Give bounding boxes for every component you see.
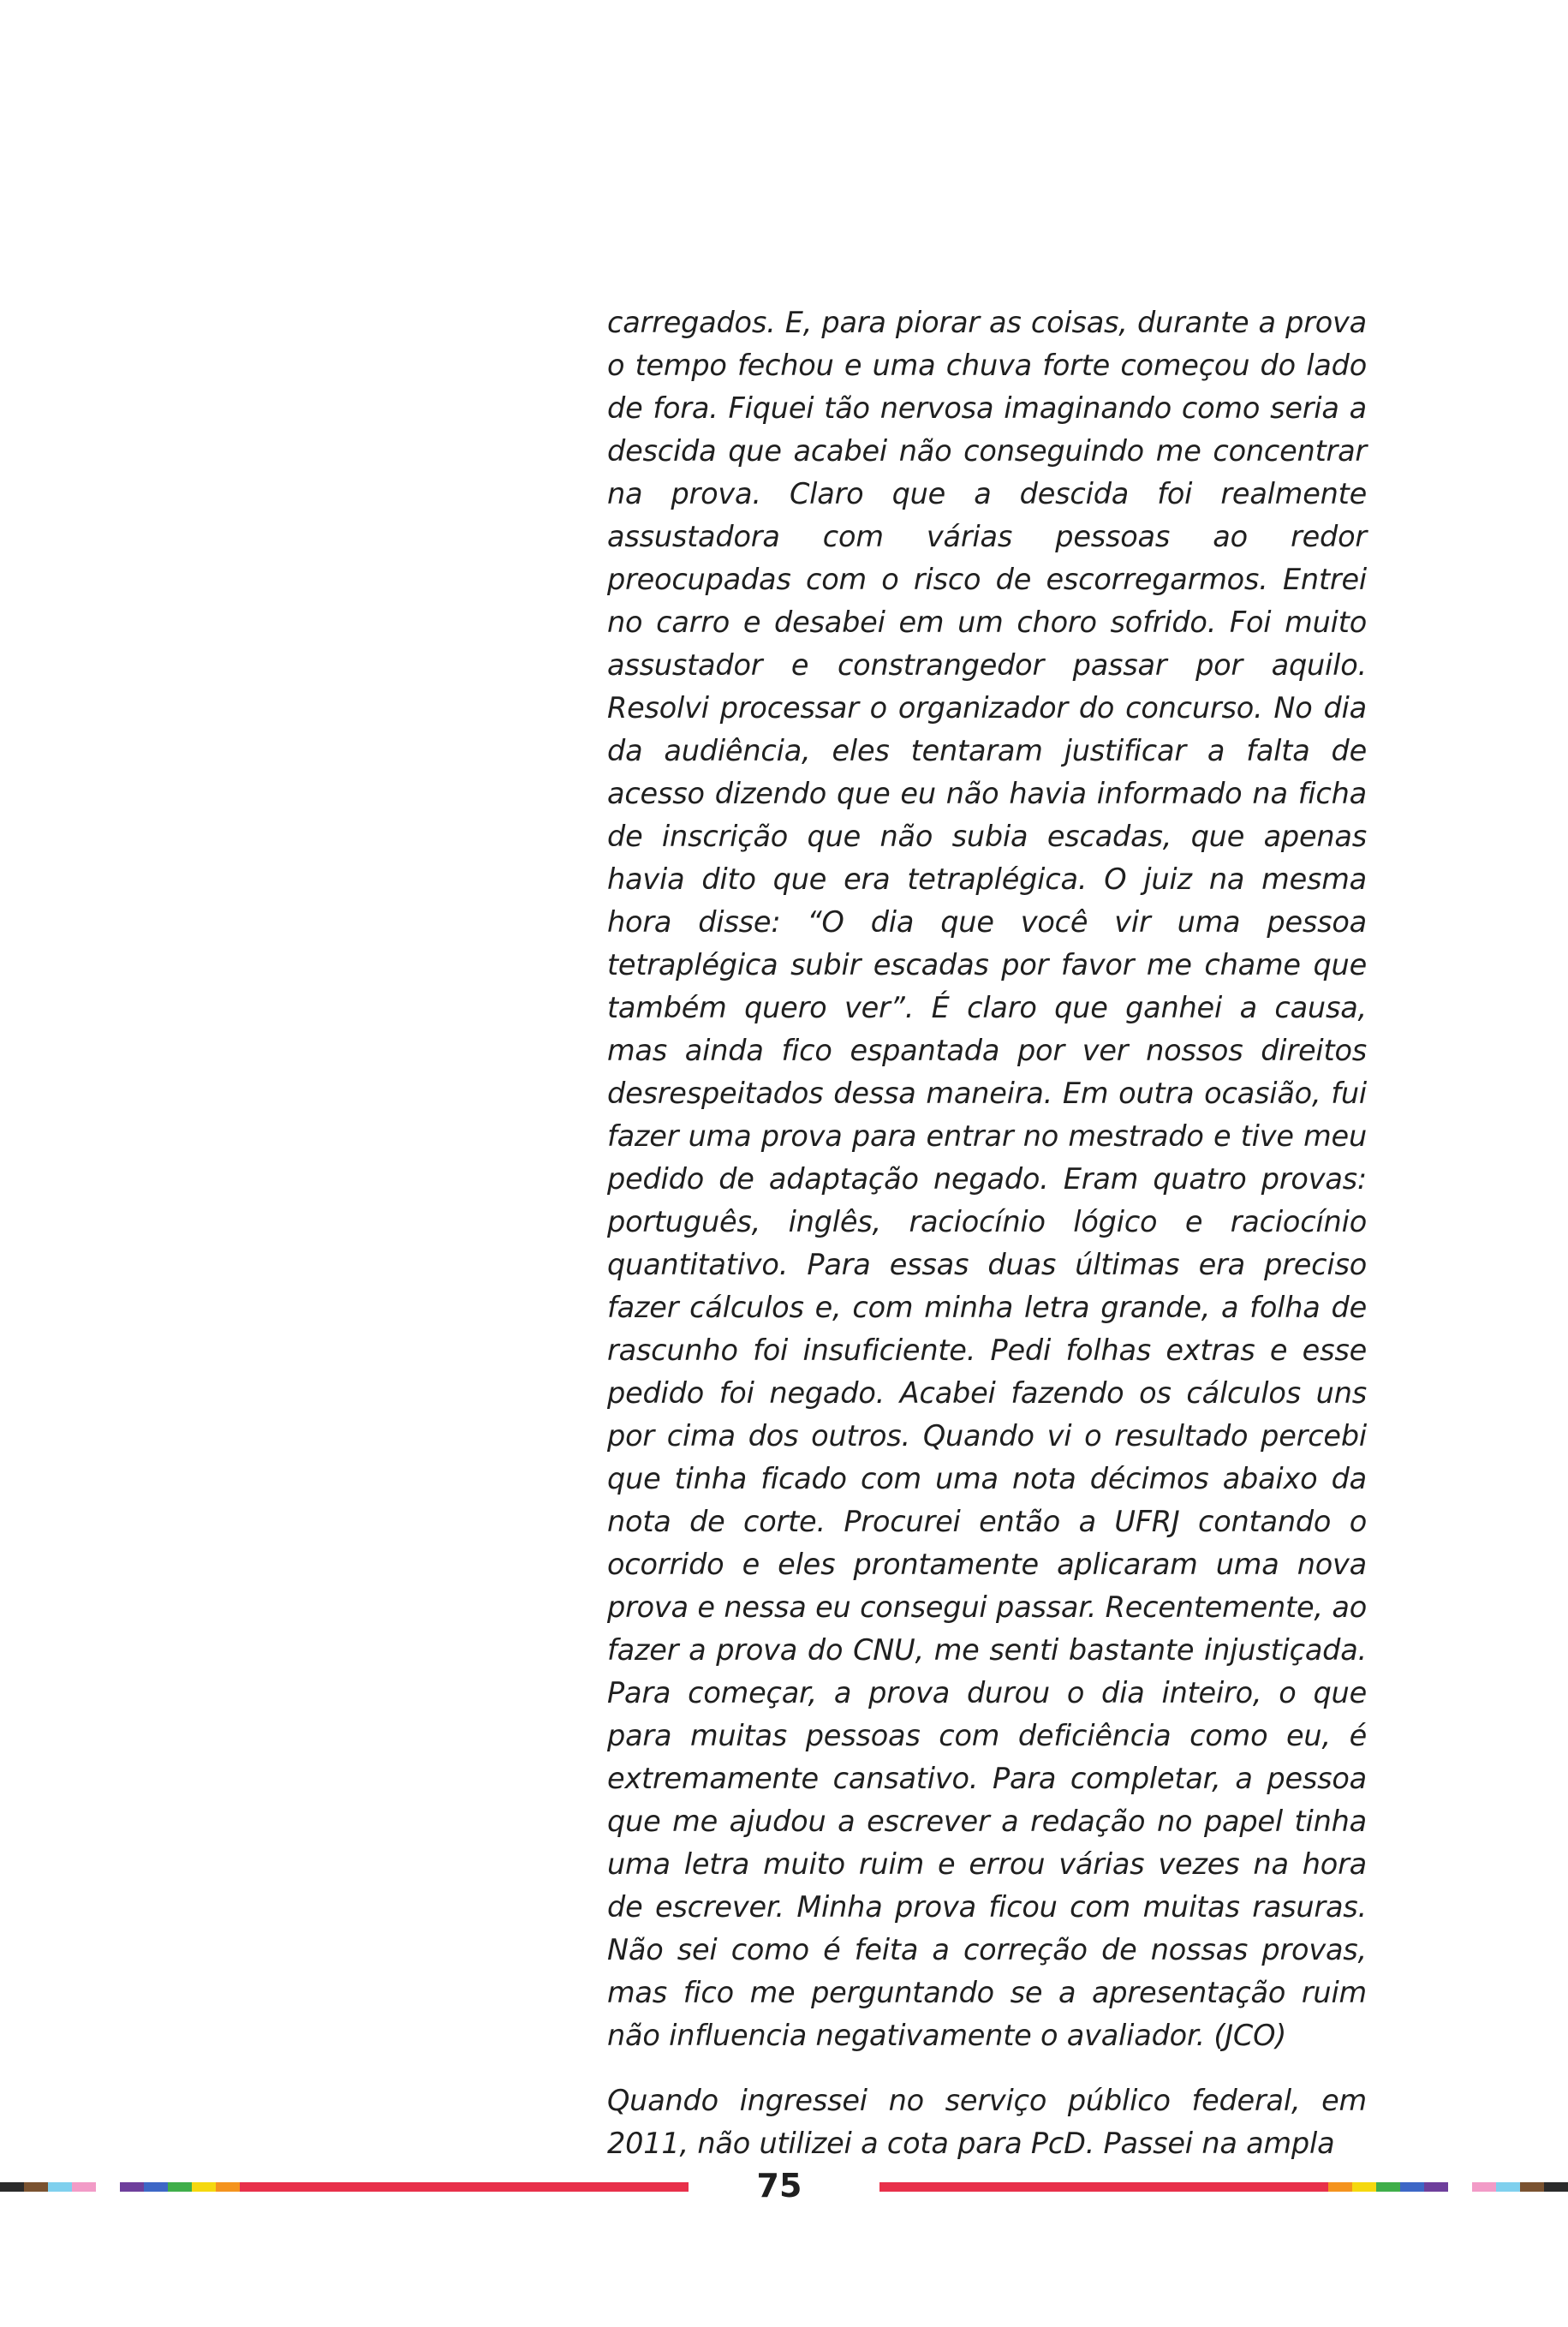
footer-bar-right-5: [1400, 2182, 1424, 2192]
footer-bar-left-8: [168, 2182, 192, 2192]
paragraph-1: carregados. E, para piorar as coisas, durante a prova o tempo fechou e uma chuva forte começou do lado de fora. Fiquei tão nervosa imaginando como seria a descida que acabei não conseguindo me concentrar na prova. Claro que a descida foi realmente assustadora com várias pessoas ao redor preocupadas com o risco de escorregarmos. Entrei no carro e desabei em um choro sofrido. Foi muito assustador e constrangedor passar por aquilo. Resolvi processar o organizador do concurso. No dia da audiência, eles tentaram justificar a falta de acesso dizendo que eu não havia informado na ficha de inscrição que não subia escadas, que apenas havia dito que era tetraplégica. O juiz na mesma hora disse: “O dia que você vir uma pessoa tetraplégica subir escadas por favor me chame que também quero ver”. É claro que ganhei a causa, mas ainda fico espantada por ver nossos direitos desrespeitados dessa maneira. Em outra ocasião, fui fazer uma prova para entrar no mestrado e tive meu pedido de adaptação negado. Eram quatro provas: português, inglês, raciocínio lógico e raciocínio quantitativo. Para essas duas últimas era preciso fazer cálculos e, com minha letra grande, a folha de rascunho foi insuficiente. Pedi folhas extras e esse pedido foi negado. Acabei fazendo os cálculos uns por cima dos outros. Quando vi o resultado percebi que tinha ficado com uma nota décimos abaixo da nota de corte. Procurei então a UFRJ contando o ocorrido e eles prontamente aplicaram uma nova prova e nessa eu consegui passar. Recentemente, ao fazer a prova do CNU, me senti bastante injustiçada. Para começar, a prova durou o dia inteiro, o que para muitas pessoas com deficiência como eu, é extremamente cansativo. Para completar, a pessoa que me ajudou a escrever a redação no papel tinha uma letra muito ruim e errou várias vezes na hora de escrever. Minha prova ficou com muitas rasuras. Não sei como é feita a correção de nossas provas, mas fico me perguntando se a apresentação ruim não influencia negativamente o avaliador. (JCO): [607, 306, 1367, 2052]
footer-bar-right-6: [1424, 2182, 1448, 2192]
paragraph-2: Quando ingressei no serviço público federal, em 2011, não utilizei a cota para PcD. Passei na ampla: [607, 2084, 1367, 2160]
footer-bar-left-3: [48, 2182, 72, 2192]
footer-bar-left-1: [0, 2182, 24, 2192]
footer-bar-left-10: [216, 2182, 240, 2192]
footer-bar-left-11: [240, 2182, 689, 2192]
footer-bar-right-4: [1376, 2182, 1400, 2192]
page-footer: [0, 2167, 1568, 2205]
footer-bar-right-10: [1520, 2182, 1544, 2192]
footer-bar-left-5: [96, 2182, 120, 2192]
footer-bar-left-2: [24, 2182, 48, 2192]
footer-bar-right-3: [1352, 2182, 1376, 2192]
footer-bar-left-6: [120, 2182, 144, 2192]
footer-bar-right-2: [1328, 2182, 1352, 2192]
footer-bar-left-9: [192, 2182, 216, 2192]
footer-bar-right-8: [1472, 2182, 1496, 2192]
footer-bar-right-9: [1496, 2182, 1520, 2192]
footer-bar-left-4: [72, 2182, 96, 2192]
footer-bar-right-11: [1544, 2182, 1568, 2192]
footer-bar-left-7: [144, 2182, 168, 2192]
footer-bar-right-1: [879, 2182, 1328, 2192]
page-number: 75: [756, 2167, 802, 2205]
footer-bar-right-7: [1448, 2182, 1472, 2192]
body-text: [607, 301, 1367, 2165]
